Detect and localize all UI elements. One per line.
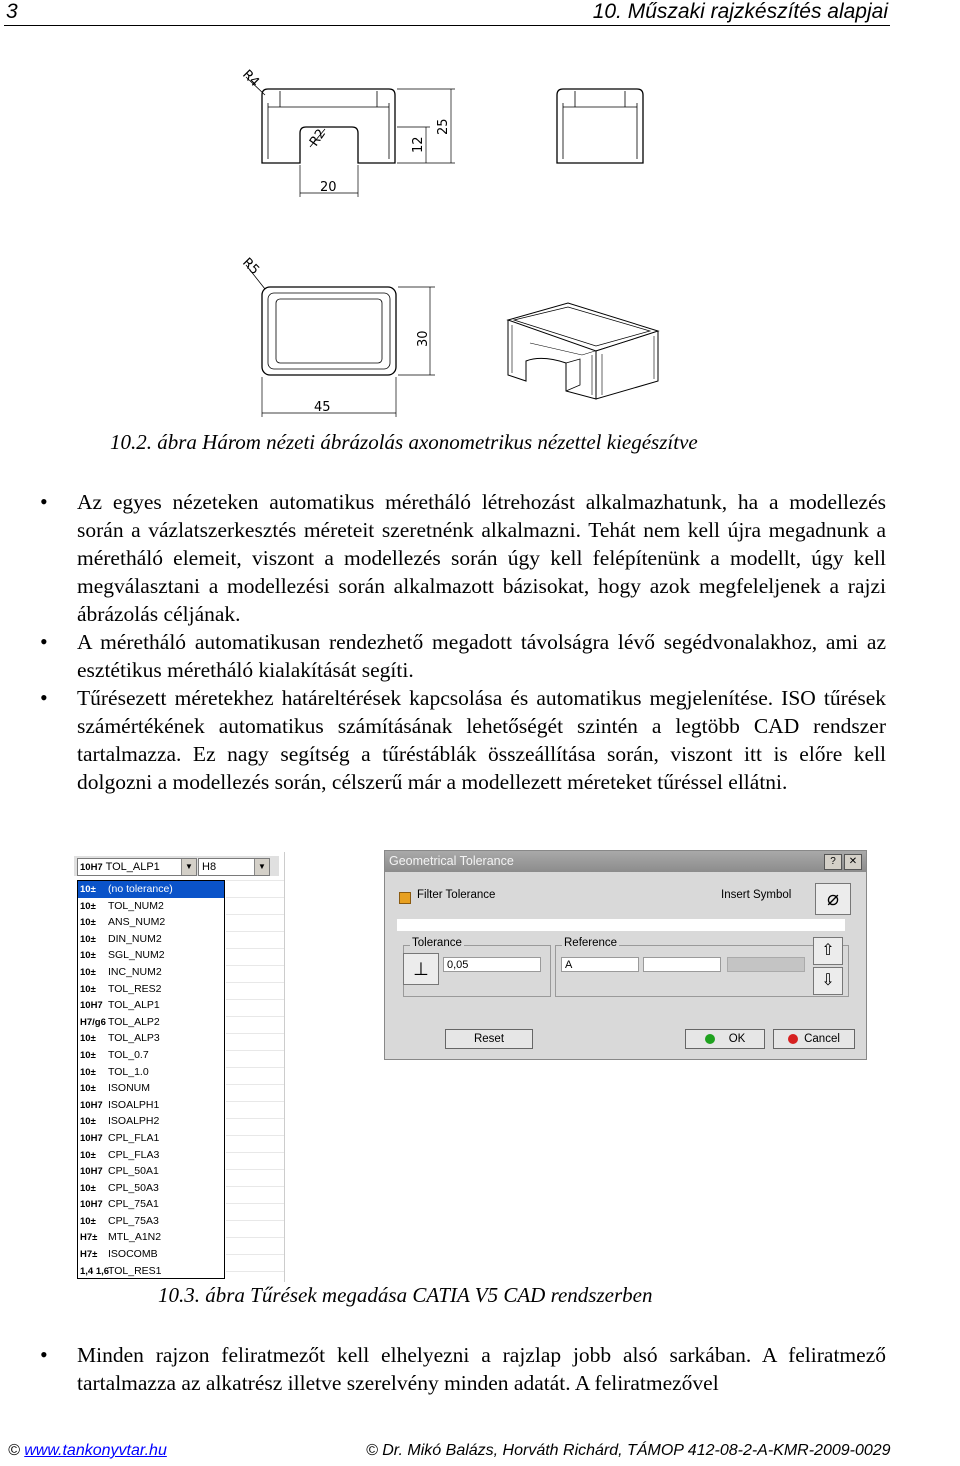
tolerance-label: CPL_75A1	[108, 1198, 159, 1211]
tolerance-label: TOL_ALP1	[108, 999, 160, 1012]
arrow-up-icon[interactable]: ⇧	[813, 937, 843, 965]
list-item[interactable]	[78, 1047, 224, 1064]
top-view	[246, 265, 435, 417]
reference-field-2[interactable]	[643, 957, 721, 972]
list-item: • Minden rajzon feliratmezőt kell elhelyezni a rajzlap jobb alsó sarkában. A feliratmező tartalmazza az alkatrész illetve szerelvény minden adatát. A feliratmezővel	[40, 1341, 886, 1397]
tolerance-label: CPL_FLA3	[108, 1148, 160, 1161]
chapter-title: 10. Műszaki rajzkészítés alapjai	[592, 0, 888, 23]
list-item[interactable]	[78, 964, 224, 981]
dim-r4: R4	[239, 67, 263, 91]
tolerance-symbol: 10±	[80, 1116, 96, 1128]
isometric-view	[508, 303, 658, 399]
tolerance-dropdown-list[interactable]	[77, 880, 225, 1279]
tolerance-label: TOL_RES2	[108, 982, 162, 995]
bullet-list-2	[40, 1341, 886, 1397]
tolerance-label: CPL_FLA1	[108, 1131, 160, 1144]
combo2-value: H8	[202, 861, 217, 873]
list-item[interactable]	[78, 1213, 224, 1230]
perpendicularity-icon[interactable]: ⊥	[403, 953, 439, 985]
tolerance-label: TOL_RES1	[108, 1264, 162, 1277]
list-item[interactable]	[78, 1229, 224, 1246]
close-button[interactable]: ✕	[844, 854, 862, 870]
header-rule	[4, 25, 890, 26]
tolerance-label: ISOALPH1	[108, 1098, 160, 1111]
reference-field-1[interactable]: A	[561, 957, 639, 972]
list-item[interactable]	[78, 1064, 224, 1081]
tolerance-symbol: H7±	[80, 1249, 98, 1261]
cancel-button[interactable]	[773, 1029, 855, 1049]
dim-12: 12	[411, 136, 426, 153]
list-item[interactable]	[78, 1163, 224, 1180]
tolerance-label: (no tolerance)	[108, 883, 173, 895]
combo-value: TOL_ALP1	[105, 861, 160, 873]
dim-30: 30	[416, 330, 431, 347]
list-item: • A méretháló automatikusan rendezhető megadott távolságra lévő segédvonalakhoz, ami az esztétikus méretháló kialakítását segíti.	[40, 628, 886, 684]
figure-caption-10-2: 10.2. ábra Három nézeti ábrázolás axonometrikus nézettel kiegészítve	[110, 430, 698, 454]
insert-symbol-label: Insert Symbol	[721, 889, 792, 901]
copyright-symbol: ©	[8, 1442, 20, 1459]
list-item[interactable]	[78, 1014, 224, 1031]
tolerance-label: ISOCOMB	[108, 1248, 158, 1261]
tolerance-label: TOL_NUM2	[108, 899, 164, 912]
footer-left	[8, 1442, 167, 1460]
dialog-title-text: Geometrical Tolerance	[389, 854, 514, 868]
filter-separator	[397, 919, 845, 931]
list-item[interactable]	[78, 981, 224, 998]
page-number: 3	[6, 0, 18, 23]
filter-tolerance-label[interactable]: Filter Tolerance	[417, 889, 496, 901]
tolerance-label: MTL_A1N2	[108, 1231, 162, 1244]
tolerance-symbol: H7±	[80, 1232, 98, 1244]
tolerance-symbol: 10±	[80, 884, 96, 895]
tolerance-symbol: 10±	[80, 1049, 96, 1061]
tolerance-label: DIN_NUM2	[108, 932, 162, 945]
tolerance-label: ISOALPH2	[108, 1115, 160, 1128]
geometrical-tolerance-dialog	[384, 850, 867, 1060]
tolerance-symbol: 10±	[80, 933, 96, 945]
dim-20: 20	[320, 180, 337, 195]
list-item[interactable]	[78, 1147, 224, 1164]
list-item[interactable]	[78, 881, 224, 898]
ok-icon	[705, 1034, 715, 1044]
tolerance-label: CPL_75A3	[108, 1214, 159, 1227]
dim-25: 25	[436, 118, 451, 135]
ok-button[interactable]	[685, 1029, 765, 1049]
list-item[interactable]	[78, 997, 224, 1014]
ok-label: OK	[728, 1033, 746, 1045]
tolerance-symbol: 10H7	[80, 1099, 103, 1111]
tolerance-symbol: 10±	[80, 1033, 96, 1045]
tolerance-symbol: 10H7	[80, 1199, 103, 1211]
list-item[interactable]	[78, 914, 224, 931]
dialog-title	[385, 851, 866, 872]
list-item[interactable]	[78, 1180, 224, 1197]
tolerance-label: CPL_50A3	[108, 1181, 159, 1194]
tolerance-symbol: 10±	[80, 1083, 96, 1095]
list-item[interactable]	[78, 1080, 224, 1097]
list-item: • Tűrésezett méretekhez határeltérések kapcsolása és automatikus megjelenítése. ISO tűrések számértékének automatikus számításának lehetőségét szintén a legtöbb CAD rendszer tartalmazza. Ez nagy segítség a tűréstáblák összeállítása során, viszont itt is előre kell dolgozni a modellezés során, célszerű már a modellezett méreteket tűréssel ellátni.	[40, 684, 886, 796]
list-item[interactable]	[78, 947, 224, 964]
combo-symbol: 10H7	[80, 862, 103, 873]
list-item[interactable]	[78, 931, 224, 948]
list-item[interactable]	[78, 1113, 224, 1130]
tolerance-symbol: 10H7	[80, 1000, 103, 1012]
tolerance-list-panel	[74, 852, 285, 1282]
bullet-list-1	[40, 488, 886, 796]
diameter-symbol-icon[interactable]: ⌀	[815, 883, 851, 915]
tolerance-label: ANS_NUM2	[108, 916, 166, 929]
list-item[interactable]	[78, 1246, 224, 1263]
tolerance-symbol: 10±	[80, 1215, 96, 1227]
list-item: • Az egyes nézeteken automatikus méretháló létrehozást alkalmazhatunk, ha a modellezés során a vázlatszerkesztés méreteit szeretnénk alkalmazni. Tehát nem kell újra megadnunk a méretháló elemeit, viszont a modellezés során úgy kell felépítenünk a modellt, úgy kell megválasztani a modellezési során alkalmazott bázisokat, hogy azok megfeleljenek a rajzi ábrázolás céljának.	[40, 488, 886, 628]
list-item[interactable]	[78, 1097, 224, 1114]
arrow-down-icon[interactable]: ⇩	[813, 967, 843, 995]
tolerance-label: CPL_50A1	[108, 1165, 159, 1178]
figure-caption-10-3: 10.3. ábra Tűrések megadása CATIA V5 CAD rendszerben	[158, 1283, 653, 1307]
tolerance-symbol: 10±	[80, 917, 96, 929]
chevron-down-icon[interactable]: ▼	[254, 859, 269, 875]
reference-group-label: Reference	[564, 937, 618, 949]
tolerance-label: INC_NUM2	[108, 965, 162, 978]
dim-r5: R5	[239, 255, 263, 279]
list-item[interactable]	[78, 1196, 224, 1213]
dim-r2: R2	[306, 126, 330, 150]
tolerance-label: TOL_ALP2	[108, 1015, 160, 1028]
tolerance-label: TOL_1.0	[108, 1065, 149, 1078]
tolerance-symbol: 10H7	[80, 1132, 103, 1144]
tolerance-symbol: 10H7	[80, 1166, 103, 1178]
tolerance-label: TOL_0.7	[108, 1048, 149, 1061]
tolerance-symbol: 10±	[80, 1149, 96, 1161]
list-item[interactable]	[78, 1030, 224, 1047]
chevron-down-icon[interactable]: ▼	[181, 859, 196, 875]
footer-right: © Dr. Mikó Balázs, Horváth Richárd, TÁMOP 412-08-2-A-KMR-2009-0029	[366, 1442, 891, 1459]
reference-field-3	[727, 957, 805, 972]
filter-icon[interactable]	[399, 892, 411, 904]
reset-button[interactable]: Reset	[445, 1029, 533, 1049]
side-view	[557, 89, 643, 163]
cancel-label: Cancel	[804, 1033, 840, 1045]
tolerance-symbol: 10±	[80, 966, 96, 978]
tolerance-symbol: 10±	[80, 1066, 96, 1078]
tolerance-symbol: H7/g6	[80, 1016, 106, 1028]
tolerance-symbol: 10±	[80, 950, 96, 962]
cancel-icon	[788, 1034, 798, 1044]
tolerance-symbol: 1,4 1,6	[80, 1265, 110, 1277]
technical-drawing-figure	[230, 55, 670, 425]
dim-45: 45	[314, 400, 331, 415]
list-item[interactable]	[78, 1130, 224, 1147]
tolerance-symbol: 10±	[80, 900, 96, 912]
tolerance-label: ISONUM	[108, 1082, 150, 1095]
tolerance-symbol: 10±	[80, 983, 96, 995]
tolerance-symbol: 10±	[80, 1182, 96, 1194]
list-item[interactable]	[78, 898, 224, 915]
list-item[interactable]	[78, 1263, 224, 1280]
tolerance-value-combo[interactable]	[198, 858, 270, 876]
help-button[interactable]: ?	[824, 854, 842, 870]
footer-link[interactable]: www.tankonyvtar.hu	[24, 1442, 167, 1459]
tolerance-label: SGL_NUM2	[108, 949, 165, 962]
tolerance-group-label: Tolerance	[412, 937, 462, 949]
tolerance-style-combo[interactable]	[77, 858, 197, 876]
background-grid	[226, 880, 284, 1277]
tolerance-label: TOL_ALP3	[108, 1032, 160, 1045]
tolerance-value-field[interactable]: 0,05	[443, 957, 541, 972]
